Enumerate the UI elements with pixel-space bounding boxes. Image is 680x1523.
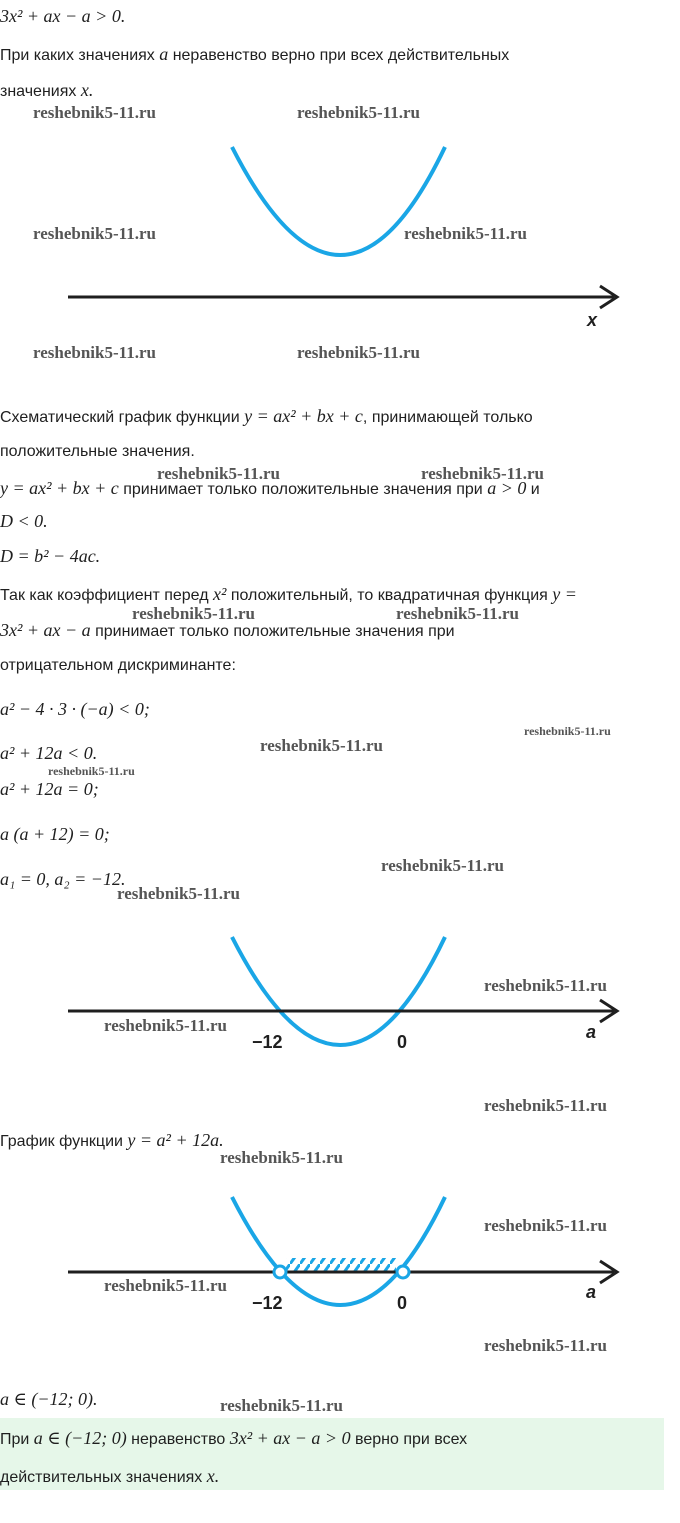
watermark: reshebnik5-11.ru	[524, 724, 611, 738]
root-label-right: 0	[397, 1032, 408, 1052]
watermark: reshebnik5-11.ru	[33, 103, 156, 122]
reason-line-2: 3x² + ax − a принимает только положительные значения при	[0, 620, 455, 640]
root-label-left: −12	[252, 1032, 283, 1052]
watermark: reshebnik5-11.ru	[404, 224, 527, 243]
watermark: reshebnik5-11.ru	[104, 1276, 227, 1295]
watermark: reshebnik5-11.ru	[260, 736, 383, 755]
watermark: reshebnik5-11.ru	[220, 1396, 343, 1415]
watermark: reshebnik5-11.ru	[421, 464, 544, 483]
parabola-curve	[232, 1197, 445, 1305]
equation-1: a² − 4 · 3 · (−a) < 0;	[0, 699, 150, 719]
graph-caption: График функции y = a² + 12a.	[0, 1130, 224, 1150]
watermark: reshebnik5-11.ru	[297, 343, 420, 362]
watermark: reshebnik5-11.ru	[48, 764, 135, 778]
watermark: reshebnik5-11.ru	[117, 884, 240, 903]
axis-label-a: a	[586, 1022, 597, 1042]
inequality: 3x² + ax − a > 0.	[0, 6, 126, 26]
watermark: reshebnik5-11.ru	[484, 1096, 607, 1115]
watermark: reshebnik5-11.ru	[104, 1016, 227, 1035]
watermark: reshebnik5-11.ru	[396, 604, 519, 623]
question-line-1: При каких значениях a неравенство верно при всех действительных	[0, 44, 510, 64]
watermark: reshebnik5-11.ru	[297, 103, 420, 122]
condition-line-1: y = ax² + bx + c принимает только положительные значения при a > 0 и	[0, 478, 540, 498]
equation-2: a² + 12a < 0.	[0, 743, 98, 763]
equation-3: a² + 12a = 0;	[0, 779, 99, 799]
root-label-right: 0	[397, 1293, 408, 1313]
watermark: reshebnik5-11.ru	[33, 343, 156, 362]
equation-5: a₁ = 0, a₂ = −12.	[0, 869, 126, 889]
open-point-left	[274, 1266, 286, 1278]
interval-hatch	[286, 1258, 396, 1272]
watermark: reshebnik5-11.ru	[33, 224, 156, 243]
watermark: reshebnik5-11.ru	[484, 1336, 607, 1355]
question-line-2: значениях x.	[0, 80, 94, 100]
parabola-figure-interval	[0, 1180, 680, 1320]
open-point-right	[397, 1266, 409, 1278]
schematic-line-1: Схематический график функции y = ax² + bx + c, принимающей только	[0, 406, 533, 426]
answer-line-2: действительных значениях x.	[0, 1466, 220, 1486]
discriminant-formula: D = b² − 4ac.	[0, 546, 101, 566]
watermark: reshebnik5-11.ru	[157, 464, 280, 483]
watermark: reshebnik5-11.ru	[484, 976, 607, 995]
reason-line-1: Так как коэффициент перед x² положительный, то квадратичная функция y =	[0, 584, 577, 604]
condition-line-2: D < 0.	[0, 511, 48, 531]
answer-line-1: При a ∈ (−12; 0) неравенство 3x² + ax − a > 0 верно при всех	[0, 1428, 468, 1448]
axis-label-a: a	[586, 1282, 597, 1302]
axis-label-x: x	[587, 310, 598, 330]
watermark: reshebnik5-11.ru	[381, 856, 504, 875]
root-label-left: −12	[252, 1293, 283, 1313]
parabola-curve	[232, 937, 445, 1045]
watermark: reshebnik5-11.ru	[132, 604, 255, 623]
reason-line-3: отрицательном дискриминанте:	[0, 657, 236, 674]
watermark: reshebnik5-11.ru	[484, 1216, 607, 1235]
watermark: reshebnik5-11.ru	[220, 1148, 343, 1167]
schematic-line-2: положительные значения.	[0, 443, 195, 460]
equation-4: a (a + 12) = 0;	[0, 824, 110, 844]
result-interval: a ∈ (−12; 0).	[0, 1389, 98, 1409]
